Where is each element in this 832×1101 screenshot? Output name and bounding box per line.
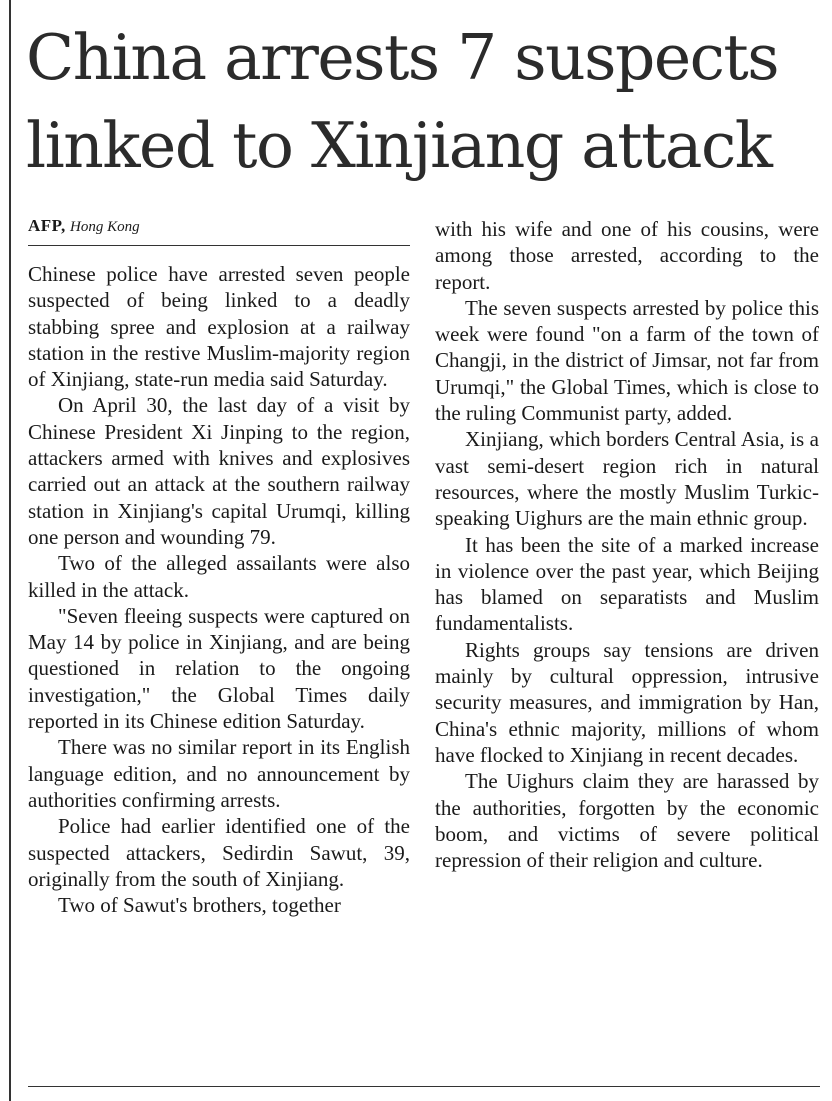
paragraph: Two of Sawut's brothers, together [58,893,341,918]
byline-location: Hong Kong [70,219,140,235]
paragraph: It has been the site of a marked increase in violence over the past year, which Beijing has blamed on separatists and Muslim fundamentalists. [435,532,819,636]
left-column-rule [9,0,11,1101]
byline-agency: AFP, [28,216,66,235]
paragraph: There was no similar report in its English language edition, and no announcement by authorities confirming arrests. [28,735,410,812]
paragraph: The seven suspects arrested by police this week were found "on a farm of the town of Changji, in the district of Jimsar, not far from Urumqi," the Global Times, which is close to the ruling Communist party, added. [435,295,819,426]
byline-divider [28,245,410,246]
headline-line-1: China arrests 7 suspects [26,21,779,94]
article-column-2 [435,216,819,873]
paragraph: Rights groups say tensions are driven mainly by cultural oppression, intrusive security measures, and immigration by Han, China's ethnic majority, millions of whom have flocked to Xinjiang in recent decades. [435,637,819,767]
headline [26,14,826,190]
paragraph: "Seven fleeing suspects were captured on May 14 by police in Xinjiang, and are being questioned in relation to the ongoing investigation," the Global Times daily reported in its Chinese edition Saturday. [28,603,410,734]
paragraph: Two of the alleged assailants were also killed in the attack. [28,551,410,602]
paragraph: Chinese police have arrested seven people suspected of being linked to a deadly stabbing spree and explosion at a railway station in the restive Muslim-majority region of Xinjiang, state-run media said Saturday. [28,262,410,392]
byline [28,215,410,238]
headline-line-2: linked to Xinjiang attack [26,109,772,182]
paragraph: The Uighurs claim they are harassed by the authorities, forgotten by the economic boom, and victims of severe political repression of their religion and culture. [435,769,819,873]
bottom-divider [28,1086,820,1087]
article-column-1 [28,261,410,918]
paragraph: On April 30, the last day of a visit by Chinese President Xi Jinping to the region, attackers armed with knives and explosives carried out an attack at the southern railway station in Xinjiang's capital Urumqi, killing one person and wounding 79. [28,393,410,549]
paragraph: with his wife and one of his cousins, were among those arrested, according to the report. [435,217,819,294]
paragraph: Police had earlier identified one of the suspected attackers, Sedirdin Sawut, 39, originally from the south of Xinjiang. [28,814,410,891]
paragraph: Xinjiang, which borders Central Asia, is a vast semi-desert region rich in natural resources, where the mostly Muslim Turkic-speaking Uighurs are the main ethnic group. [435,427,819,531]
